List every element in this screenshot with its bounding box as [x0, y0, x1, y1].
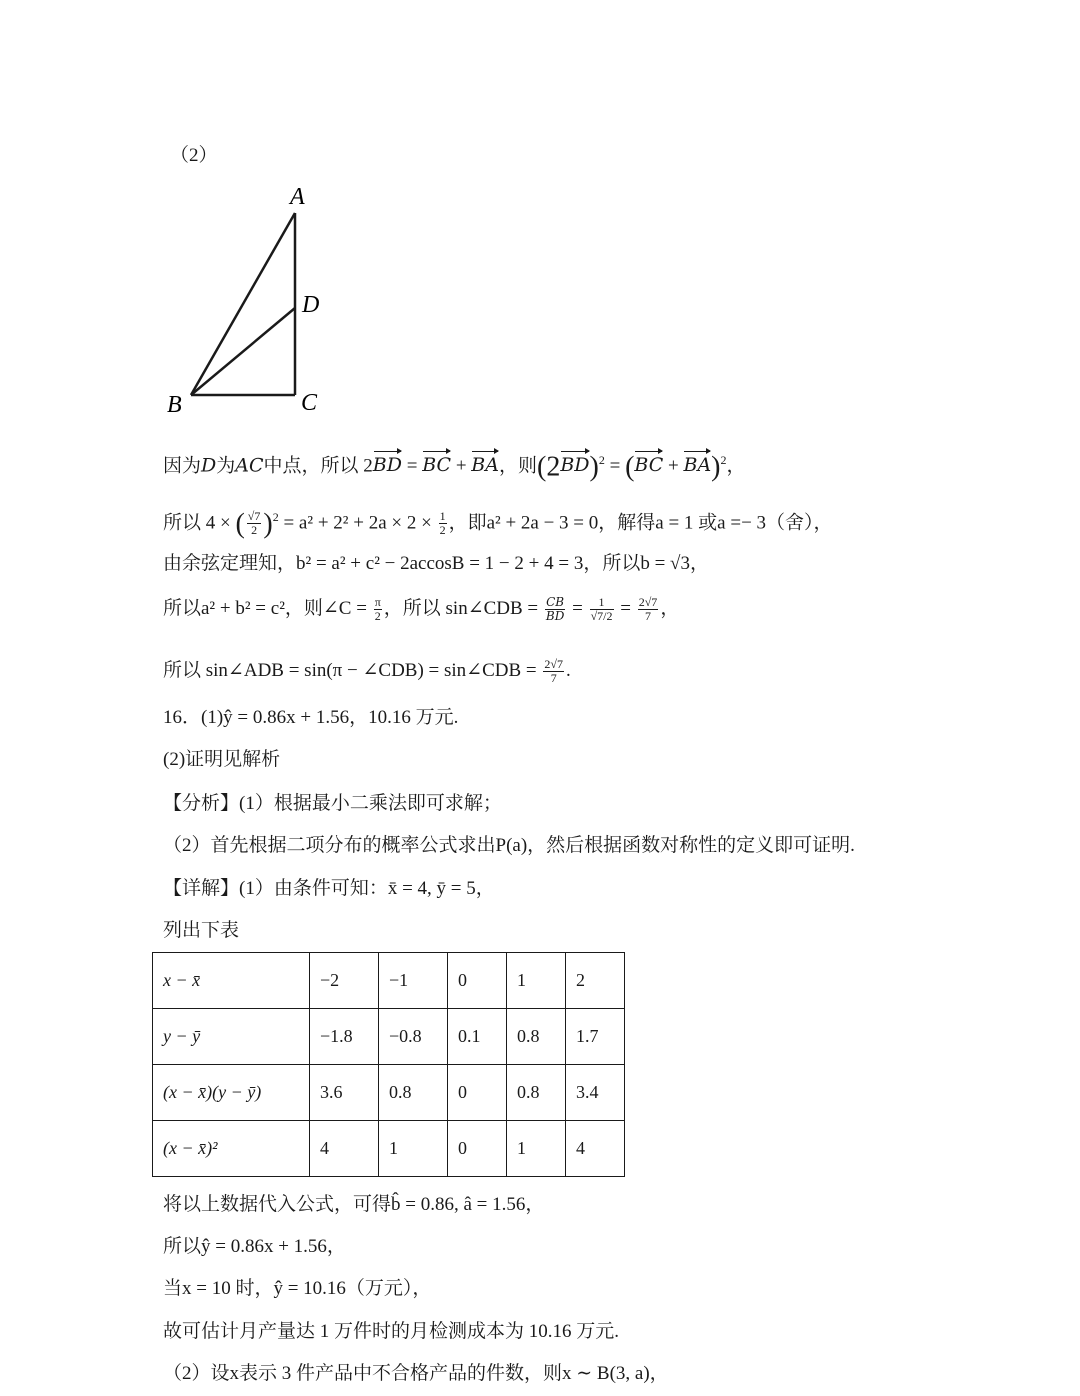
table-cell: 0.8: [507, 1065, 566, 1121]
table-cell: 3.6: [310, 1065, 379, 1121]
table-row: [153, 1065, 625, 1121]
label-a: A: [290, 184, 305, 210]
table-cell: −1: [379, 953, 448, 1009]
table-cell: −0.8: [379, 1009, 448, 1065]
answer-16-part-1: 16．(1)ŷ = 0.86x + 1.56，10.16 万元.: [163, 707, 459, 728]
table-row: [153, 953, 625, 1009]
table-cell: 4: [566, 1121, 625, 1177]
analysis-line: 【分析】(1）根据最小二乘法即可求解；: [163, 793, 502, 814]
detail-line-1: 【详解】(1）由条件可知：x̄ = 4, ȳ = 5，: [163, 878, 495, 899]
table-cell: −2: [310, 953, 379, 1009]
detail-line-6: （2）设x表示 3 件产品中不合格产品的件数，则x ∼ B(3, a)，: [163, 1363, 669, 1384]
table-cell: 0: [448, 1065, 507, 1121]
triangle-diagram: [0, 0, 1080, 440]
label-c: C: [301, 390, 318, 416]
label-d: D: [302, 292, 320, 318]
analysis-line-2: （2）首先根据二项分布的概率公式求出P(a)，然后根据函数对称性的定义即可证明.: [163, 835, 855, 856]
table-cell: 1.7: [566, 1009, 625, 1065]
table-row-header: x − x̄: [153, 953, 310, 1009]
solution-line-2: 所以 4 × ( $\frac{√7}{2}$ )$^2$ = a² + 2² + 2a × 2 × $\frac{1}{2}$ ，即a² + 2a − 3 = 0，解得a = 1 或a =− 3（舍），: [163, 508, 833, 540]
table-cell: 0.1: [448, 1009, 507, 1065]
solution-line-1: 因为D为AC中点，所以 2BD = BC + BA，则$(2BD)^2 = (BC + BA)^2$，: [163, 451, 746, 483]
table-cell: 1: [507, 1121, 566, 1177]
edge-ba: [191, 213, 295, 395]
data-table: [152, 952, 625, 1177]
table-cell: 1: [507, 953, 566, 1009]
table-cell: 0.8: [507, 1009, 566, 1065]
label-b: B: [167, 392, 182, 418]
table-cell: 0: [448, 1121, 507, 1177]
detail-line-3: 所以ŷ = 0.86x + 1.56，: [163, 1236, 346, 1257]
table-cell: −1.8: [310, 1009, 379, 1065]
answer-16-part-2: (2)证明见解析: [163, 749, 281, 770]
table-cell: 0.8: [379, 1065, 448, 1121]
table-cell: 3.4: [566, 1065, 625, 1121]
table-cell: 1: [379, 1121, 448, 1177]
edge-bd: [191, 308, 295, 395]
detail-line-4: 当x = 10 时，ŷ = 10.16（万元），: [163, 1278, 432, 1299]
table-row-header: (x − x̄)(y − ȳ): [153, 1065, 310, 1121]
detail-line-2: 将以上数据代入公式，可得b̂ = 0.86, â = 1.56，: [163, 1194, 545, 1215]
table-row: [153, 1121, 625, 1177]
solution-line-5: 所以 sin∠ADB = sin(π − ∠CDB) = sin∠CDB = $\frac{2√7}{7}$ .: [163, 657, 571, 685]
table-cell: 2: [566, 953, 625, 1009]
table-intro: 列出下表: [163, 920, 240, 941]
table-row-header: y − ȳ: [153, 1009, 310, 1065]
solution-line-3: 由余弦定理知，b² = a² + c² − 2accosB = 1 − 2 + 4 = 3，所以b = √3，: [163, 553, 709, 574]
solution-line-4: 所以a² + b² = c²，则∠C = $\frac{\pi}{2}$ ，所以 sin∠CDB = $\frac{CB}{BD}$ = $\frac{1}{√7/2}$ = $\frac{2√7}{7}$ ，: [163, 595, 680, 623]
part-label: （2）: [170, 145, 218, 166]
table-cell: 0: [448, 953, 507, 1009]
table-row: [153, 1009, 625, 1065]
table-row-header: (x − x̄)²: [153, 1121, 310, 1177]
detail-line-5: 故可估计月产量达 1 万件时的月检测成本为 10.16 万元.: [163, 1321, 620, 1342]
table-cell: 4: [310, 1121, 379, 1177]
